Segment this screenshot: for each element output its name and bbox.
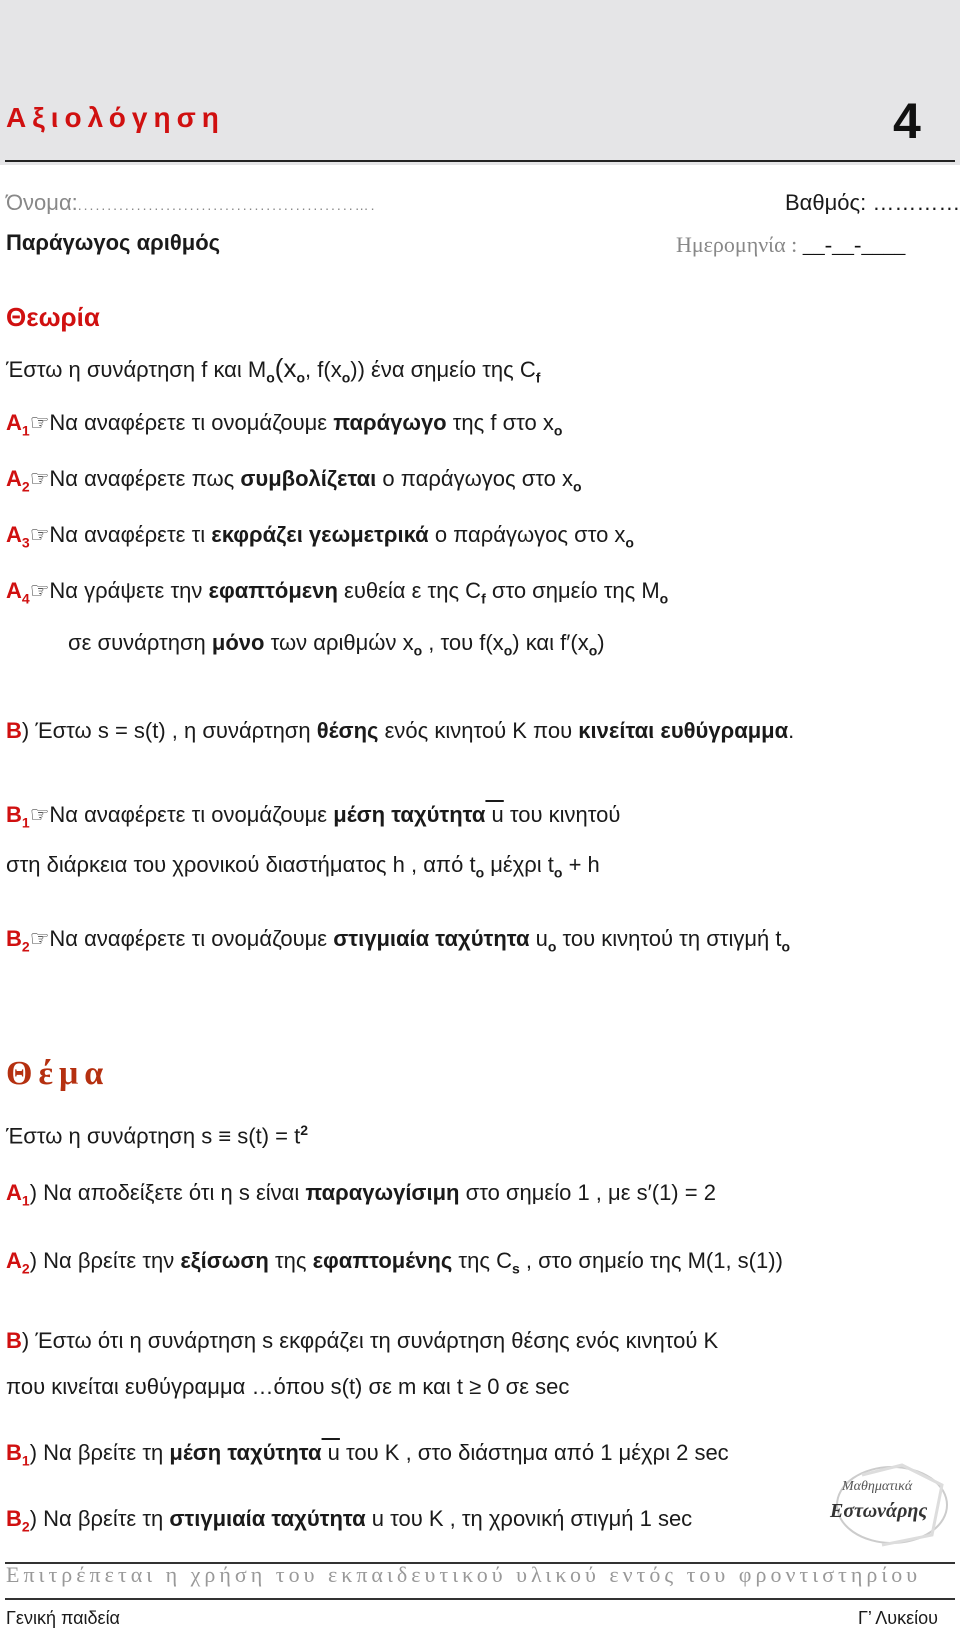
thema-question-b-continued: που κινείται ευθύγραμμα …όπου s(t) σε m και t ≥ 0 σε sec — [6, 1374, 570, 1399]
question-b2: $B_2☞N\alpha$ αναφέρετε τι ονομάζουμε στιγμιαία ταχύτητα $u_o$ του κινητού τη στιγμή $t_o$ — [6, 926, 791, 955]
logo-text-main: Εστωνάρης — [830, 1500, 928, 1522]
thema-question-a1: $A_1$) Να αποδείξετε ότι η s είναι παραγωγίσιμη στο σημείο 1 , με s′(1) = 2 — [6, 1180, 716, 1209]
grade-label: Βαθμός: ………… — [785, 190, 960, 215]
pointing-hand-icon: ☞ — [29, 522, 50, 547]
thema-question-b2: $B_2$) Να βρείτε τη στιγμιαία ταχύτητα u του K , τη χρονική στιγμή 1 sec — [6, 1506, 693, 1535]
pointing-hand-icon: ☞ — [29, 926, 50, 951]
pointing-hand-icon: ☞ — [29, 410, 50, 435]
logo-text-top: Μαθηματικά — [842, 1479, 913, 1494]
topic-title: Παράγωγος αριθμός — [6, 230, 221, 255]
thema-question-b: Β) Έστω ότι η συνάρτηση s εκφράζει τη συνάρτηση θέσης ενός κινητού K — [6, 1328, 719, 1353]
header-divider — [5, 160, 955, 162]
name-label: Όνομα:...............................................…. — [6, 190, 377, 215]
question-a4-continued: σε συνάρτηση μόνο των αριθμών $x_o$ , του $f(x_o)$ και $f'(x_o)$ — [68, 630, 605, 659]
footer-divider-bottom — [5, 1598, 955, 1600]
pointing-hand-icon: ☞ — [29, 466, 50, 491]
thema-heading: Θέμα — [6, 1055, 110, 1092]
thema-question-b1: $B_1$) Να βρείτε τη μέση ταχύτητα u του K , στο διάστημα από 1 μέχρι 2 sec — [6, 1440, 729, 1469]
question-b1-continued: στη διάρκεια του χρονικού διαστήματος h , από $t_o$ μέχρι $t_o + h$ — [6, 852, 600, 881]
worksheet-number: 4 — [893, 93, 921, 149]
footer-right: Γ’ Λυκείου — [858, 1608, 938, 1628]
header-band — [0, 0, 960, 165]
theory-heading: Θεωρία — [6, 302, 100, 332]
date-label: Ημερομηνία : __-__-____ — [676, 232, 906, 257]
question-a1: $A_1☞N\alpha$ αναφέρετε τι ονομάζουμε παράγωγο της f στο $x_o$ — [6, 410, 563, 439]
publisher-logo — [822, 1455, 952, 1550]
thema-intro: Έστω η συνάρτηση $s \equiv s(t) = t^2$ — [6, 1122, 309, 1149]
logo-watermark-icon — [822, 1455, 952, 1550]
question-a4: $A_4☞N\alpha$ γράψετε την εφαπτόμενη ευθεία ε της $C_f$ στο σημείο της $M_o$ — [6, 578, 669, 607]
question-b1: $B_1☞N\alpha$ αναφέρετε τι ονομάζουμε μέση ταχύτητα u του κινητού — [6, 802, 621, 831]
question-b: Β) Έστω s = s(t) , η συνάρτηση θέσης ενός κινητού K που κινείται ευθύγραμμα. — [6, 718, 795, 743]
theory-intro: Έστω η συνάρτηση f και $M_o(x_o$, $f(x_o)$) ένα σημείο της $C_f$ — [6, 353, 541, 386]
question-a2: $A_2☞N\alpha$ αναφέρετε πως συμβολίζεται ο παράγωγος στο $x_o$ — [6, 466, 582, 495]
thema-question-a2: $A_2$) Να βρείτε την εξίσωση της εφαπτομένης της $C_s$ , στο σημείο της M(1, s(1)) — [6, 1248, 783, 1277]
question-a3: $A_3☞N\alpha$ αναφέρετε τι εκφράζει γεωμετρικά ο παράγωγος στο $x_o$ — [6, 522, 634, 551]
footer-notice: Επιτρέπεται η χρήση του εκπαιδευτικού υλικού εντός του φροντιστηρίου — [6, 1562, 922, 1587]
pointing-hand-icon: ☞ — [29, 802, 50, 827]
footer-left: Γενική παιδεία — [6, 1608, 120, 1628]
pointing-hand-icon: ☞ — [29, 578, 50, 603]
page-title: Αξιολόγηση — [6, 102, 225, 133]
